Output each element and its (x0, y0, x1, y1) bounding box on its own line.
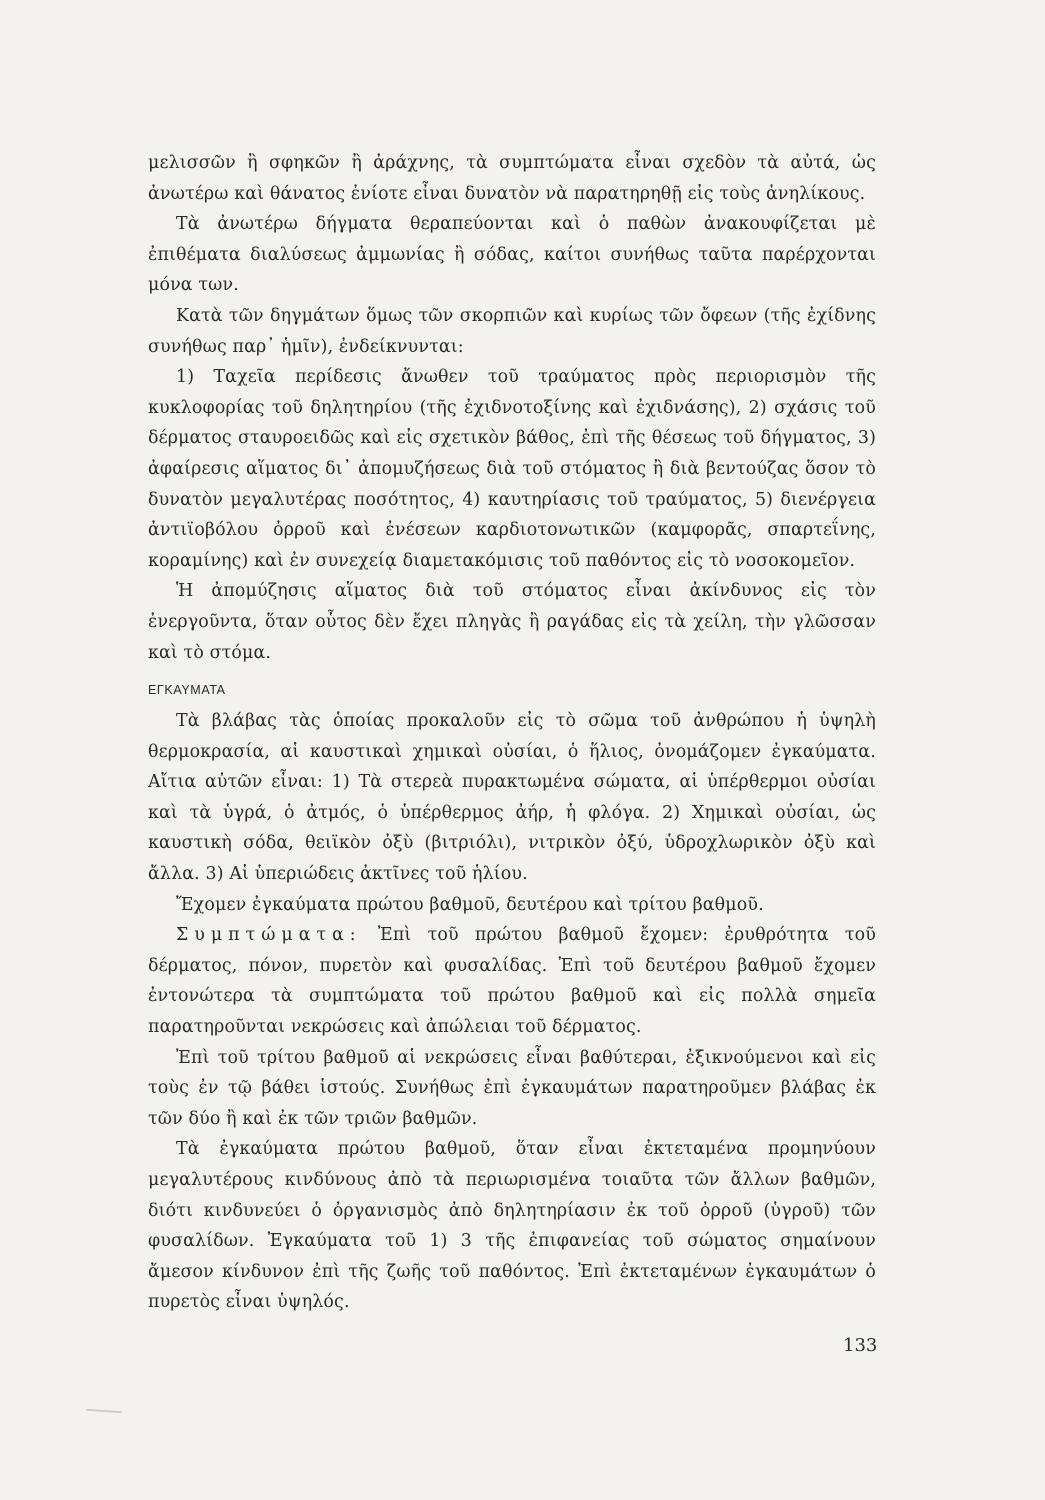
scan-mark (86, 1409, 122, 1414)
paragraph-treatment-minor: Τὰ ἀνωτέρω δήγματα θεραπεύονται καὶ ὁ παθὼν ἀνακουφίζεται μὲ ἐπιθέματα διαλύσεως ἀμμωνίας ἢ σόδας, καίτοι συνήθως ταῦτα παρέρχονται μόνα των. (148, 214, 876, 296)
paragraph-symptoms (148, 920, 876, 1042)
symptoms-text: Ἐπὶ τοῦ πρώτου βαθμοῦ ἔχομεν: ἐρυθρότητα τοῦ δέρματος, πόνον, πυρετὸν καὶ φυσαλίδας. Ἐπὶ τοῦ δευτέρου βαθμοῦ ἔχομεν ἐντονώτερα τὰ συμπτώματα τοῦ πρώτου βαθμοῦ καὶ εἰς πολλὰ σημεῖα παρατηροῦνται νεκρώσεις καὶ ἀπώλειαι τοῦ δέρματος. (148, 925, 876, 1038)
page-number: 133 (843, 1335, 878, 1356)
paragraph-burns-definition: Τὰ βλάβας τὰς ὁποίας προκαλοῦν εἰς τὸ σῶμα τοῦ ἀνθρώπου ἡ ὑψηλὴ θερμοκρασία, αἱ καυστικαὶ χημικαὶ οὐσίαι, ὁ ἥλιος, ὀνομάζομεν ἐγκαύματα. Αἴτια αὐτῶν εἶναι: 1) Τὰ στερεὰ πυρακτωμένα σώματα, αἱ ὑπέρθερμοι οὐσίαι καὶ τὰ ὑγρά, ὁ ἀτμός, ὁ ὑπέρθερμος ἀήρ, ἡ φλόγα. 2) Χημικαὶ οὐσίαι, ὡς καυστικὴ σόδα, θειϊκὸν ὀξὺ (βιτριόλι), νιτρικὸν ὀξύ, ὑδροχλωρικὸν ὀξὺ καὶ ἄλλα. 3) Αἱ ὑπεριώδεις ἀκτῖνες τοῦ ἡλίου. (148, 711, 876, 885)
paragraph-snake-bites-intro: Κατὰ τῶν δηγμάτων ὅμως τῶν σκορπιῶν καὶ κυρίως τῶν ὄφεων (τῆς ἐχίδνης συνήθως παρ᾽ ἡμῖν), ἐνδείκνυνται: (148, 305, 876, 357)
section-heading-burns: ΕΓΚΑΥΜΑΤΑ (148, 683, 226, 698)
symptoms-label: Συμπτώματα: (176, 925, 362, 946)
paragraph-insect-bites: μελισσῶν ἢ σφηκῶν ἢ ἀράχνης, τὰ συμπτώματα εἶναι σχεδὸν τὰ αὐτά, ὡς ἀνωτέρω καὶ θάνατος ἐνίοτε εἶναι δυνατὸν νὰ παρατηρηθῇ εἰς τοὺς ἀνηλίκους. (148, 153, 876, 204)
paragraph-extensive-burns: Τὰ ἐγκαύματα πρώτου βαθμοῦ, ὅταν εἶναι ἐκτεταμένα προμηνύουν μεγαλυτέρους κινδύνους ἀπὸ τὰ περιωρισμένα τοιαῦτα τῶν ἄλλων βαθμῶν, διότι κινδυνεύει ὁ ὀργανισμὸς ἀπὸ δηλητηρίασιν ἐκ τοῦ ὀρροῦ (ὑγροῦ) τῶν φυσαλίδων. Ἐγκαύματα τοῦ 1) 3 τῆς ἐπιφανείας τοῦ σώματος σημαίνουν ἄμεσον κίνδυνον ἐπὶ τῆς ζωῆς τοῦ παθόντος. Ἐπὶ ἐκτεταμένων ἐγκαυμάτων ὁ πυρετὸς εἶναι ὑψηλός. (148, 1139, 876, 1313)
body-text (148, 148, 876, 1318)
paragraph-suction-safety: Ἡ ἀπομύζησις αἵματος διὰ τοῦ στόματος εἶναι ἀκίνδυνος εἰς τὸν ἐνεργοῦντα, ὅταν οὗτος δὲν ἔχει πληγὰς ἢ ραγάδας εἰς τὰ χείλη, τὴν γλῶσσαν καὶ τὸ στόμα. (148, 581, 876, 663)
paragraph-third-degree: Ἐπὶ τοῦ τρίτου βαθμοῦ αἱ νεκρώσεις εἶναι βαθύτεραι, ἐξικνούμενοι καὶ εἰς τοὺς ἐν τῷ βάθει ἱστούς. Συνήθως ἐπὶ ἐγκαυμάτων παρατηροῦμεν βλάβας ἐκ τῶν δύο ἢ καὶ ἐκ τῶν τριῶν βαθμῶν. (148, 1047, 876, 1129)
paragraph-burn-degrees: Ἔχομεν ἐγκαύματα πρώτου βαθμοῦ, δευτέρου καὶ τρίτου βαθμοῦ. (176, 894, 764, 915)
paragraph-snake-bite-steps: 1) Ταχεῖα περίδεσις ἄνωθεν τοῦ τραύματος πρὸς περιορισμὸν τῆς κυκλοφορίας τοῦ δηλητηρίου (τῆς ἐχιδνοτοξίνης καὶ ἐχιδνάσης), 2) σχάσις τοῦ δέρματος σταυροειδῶς καὶ εἰς σχετικὸν βάθος, ἐπὶ τῆς θέσεως τοῦ δήγματος, 3) ἀφαίρεσις αἵματος δι᾽ ἀπομυζήσεως διὰ τοῦ στόματος ἢ διὰ βεντούζας ὅσον τὸ δυνατὸν μεγαλυτέρας ποσότητος, 4) καυτηρίασις τοῦ τραύματος, 5) διενέργεια ἀντιϊοβόλου ὀρροῦ καὶ ἐνέσεων καρδιοτονωτικῶν (καμφορᾶς, σπαρτεΐνης, κοραμίνης) καὶ ἐν συνεχείᾳ διαμετακόμισις τοῦ παθόντος εἰς τὸ νοσοκομεῖον. (148, 367, 876, 571)
